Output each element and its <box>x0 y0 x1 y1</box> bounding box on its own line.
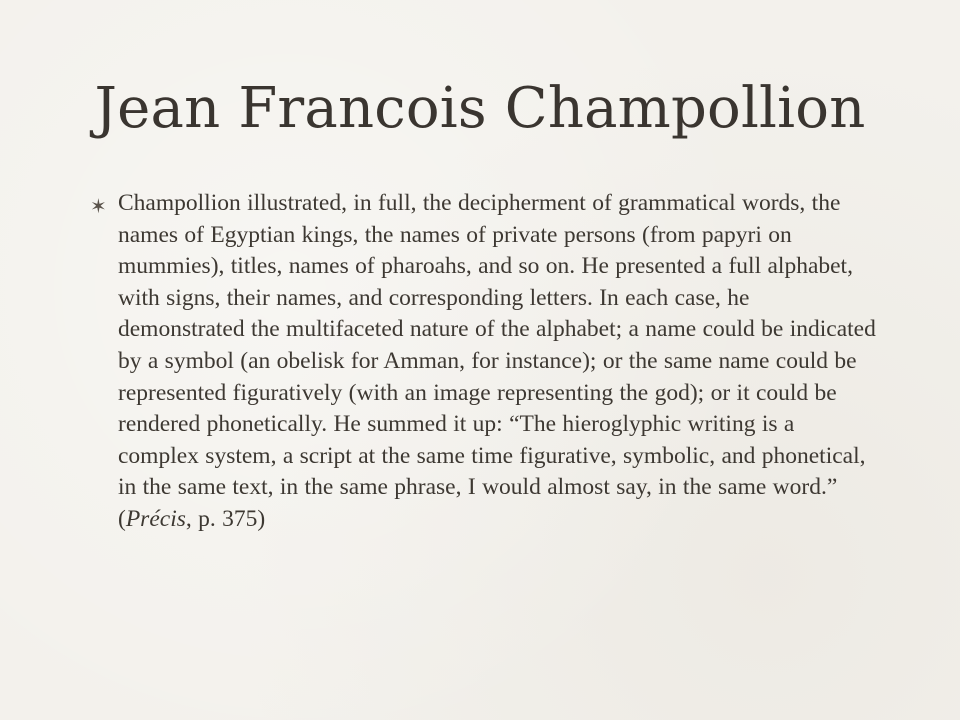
bullet-list <box>90 188 880 536</box>
star-bullet-icon: ✶ <box>90 194 107 218</box>
bullet-text <box>118 188 880 536</box>
citation-title: Précis <box>125 505 186 532</box>
citation-page: , p. 375) <box>185 505 266 532</box>
bullet-item <box>90 188 880 536</box>
bullet-body-text: Champollion illustrated, in full, the decipherment of grammatical words, the names of Egyptian kings, the names of private persons (from papyri on mummies), titles, names of pharoahs, and so on. He presented a full alphabet, with signs, their names, and corresponding letters. In each case, he demonstrated the multifaceted nature of the alphabet; a name could be indicated by a symbol (an obelisk for Amman, for instance); or the same name could be represented figuratively (with an image representing the god); or it could be rendered phonetically. He summed it up: “The hieroglyphic writing is a complex system, a script at the same time figurative, symbolic, and phonetical, in the same text, in the same phrase, I would almost say, in the same word.” ( <box>118 190 876 532</box>
slide-title: Jean Francois Champollion <box>94 76 866 141</box>
